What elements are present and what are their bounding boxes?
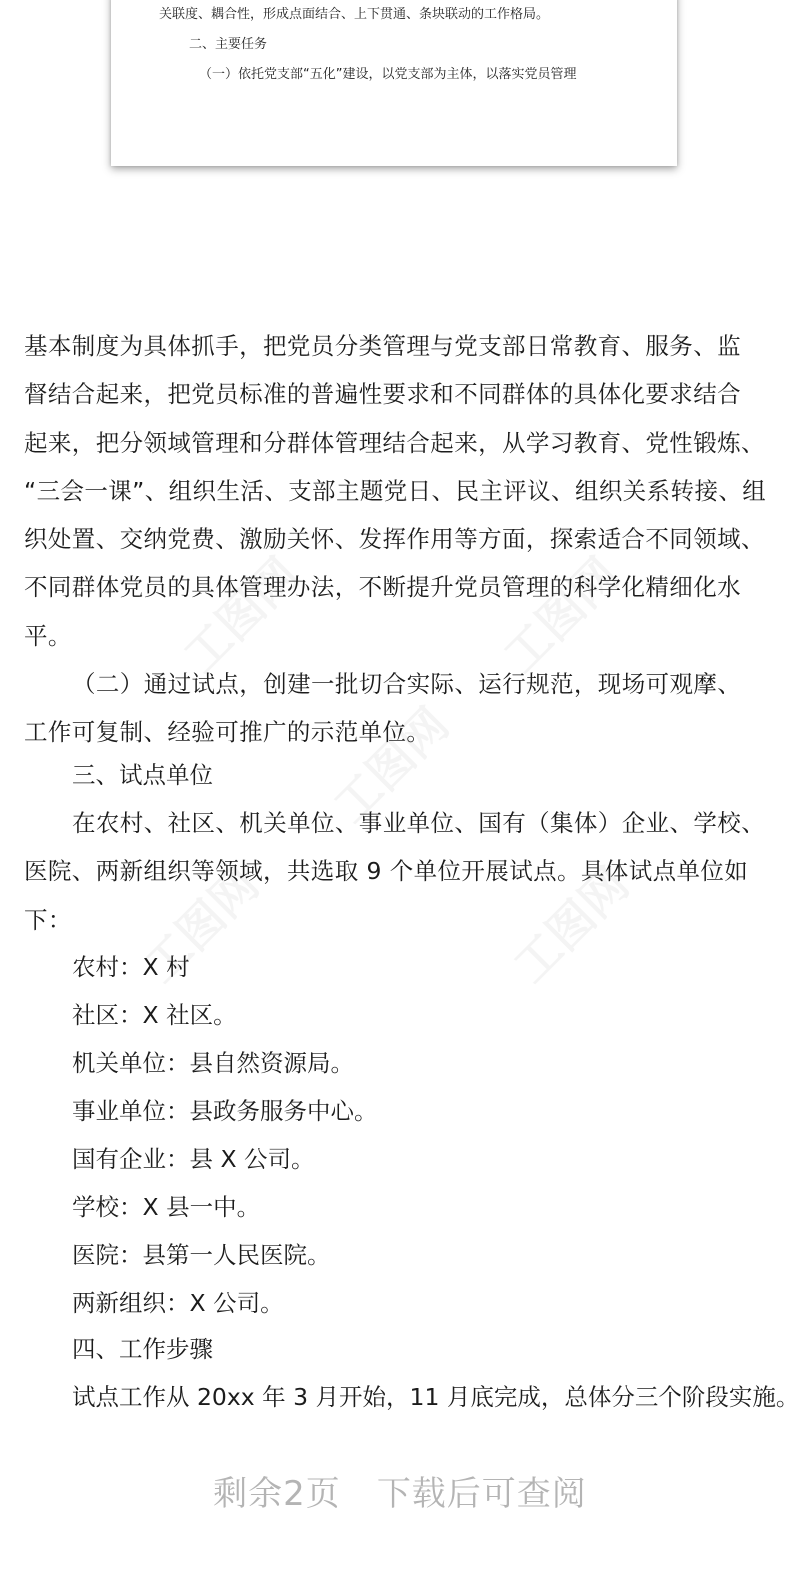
list-item: 社区：X 社区。: [72, 1001, 237, 1029]
preview-line: 关联度、耦合性，形成点面结合、上下贯通、条块联动的工作格局。: [159, 7, 550, 22]
section-heading-work-steps: 四、工作步骤: [72, 1335, 213, 1363]
paragraph-pilot-units: 在农村、社区、机关单位、事业单位、国有（集体）企业、学校、 医院、两新组织等领域，共选取 9 个单位开展试点。具体试点单位如 下：: [24, 809, 766, 934]
paragraph-task-two: （二）通过试点，创建一批切合实际、运行规范，现场可观摩、 工作可复制、经验可推广的示范单位。: [24, 670, 742, 747]
list-item: 农村：X 村: [72, 953, 190, 981]
section-heading-pilot-units: 三、试点单位: [72, 761, 213, 789]
preview-line: （一）依托党支部“五化”建设，以党支部为主体，以落实党员管理: [199, 67, 577, 82]
remaining-pages-label: 剩余2页: [213, 1474, 341, 1514]
paragraph-tasks-continued: 基本制度为具体抓手，把党员分类管理与党支部日常教育、服务、监 督结合起来，把党员标准的普遍性要求和不同群体的具体化要求结合 起来，把分领域管理和分群体管理结合起来，从学习教育、党性锻炼、 “三会一课”、组织生活、支部主题党日、民主评议、组织关系转接、组 织处置、交纳党费、激励关怀、发挥作用等方面，探索适合不同领域、 不同群体党员的具体管理办法，不断提升党员管理的科学化精细化水 平。: [24, 332, 767, 650]
remaining-pages-notice[interactable]: [0, 1466, 800, 1515]
page-preview-card: [111, 0, 677, 166]
paragraph-work-steps: 试点工作从 20xx 年 3 月开始，11 月底完成，总体分三个阶段实施。: [72, 1383, 800, 1411]
preview-heading: 二、主要任务: [189, 37, 268, 52]
list-item: 学校：X 县一中。: [72, 1193, 261, 1221]
pilot-units-intro: [24, 799, 776, 944]
list-item: 国有企业：县 X 公司。: [72, 1145, 315, 1173]
list-item: 机关单位：县自然资源局。: [72, 1049, 354, 1077]
document-body: [24, 322, 776, 757]
download-to-view-label: 下载后可查阅: [376, 1474, 587, 1514]
list-item: 医院：县第一人民医院。: [72, 1241, 331, 1269]
list-item: 两新组织：X 公司。: [72, 1289, 284, 1317]
list-item: 事业单位：县政务服务中心。: [72, 1097, 378, 1125]
